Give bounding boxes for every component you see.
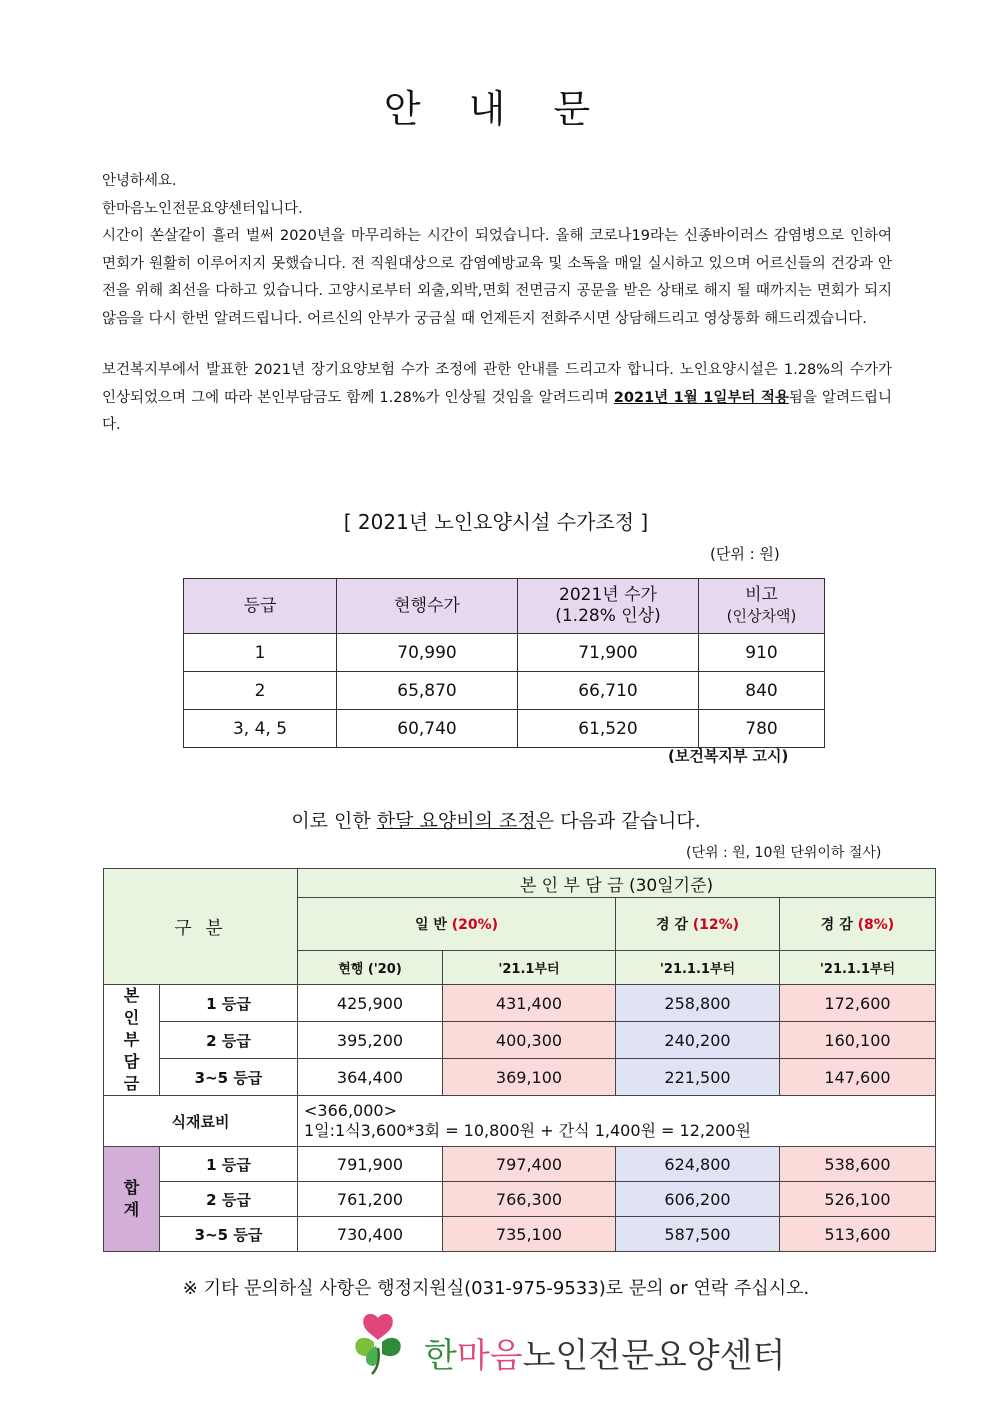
cell: 1 [184, 634, 337, 672]
self-pay-char: 부 [123, 1030, 140, 1049]
col-new-21: '21.1부터 [443, 951, 616, 985]
table1-title: [ 2021년 노인요양시설 수가조정 ] [343, 510, 649, 534]
cell: 60,740 [337, 710, 518, 748]
col-category: 구 분 [104, 869, 298, 985]
cell: 730,400 [298, 1217, 443, 1252]
grade-label: 1 등급 [160, 1147, 298, 1182]
col-reduce-8 [780, 898, 936, 951]
table2-intro-pre: 이로 인한 [291, 810, 377, 832]
cell: 513,600 [780, 1217, 936, 1252]
logo-part2: 마음 [456, 1336, 523, 1376]
cell: 172,600 [780, 985, 936, 1022]
cell: 606,200 [616, 1182, 780, 1217]
cell: 910 [699, 634, 825, 672]
fee-paragraph [102, 357, 892, 440]
logo-part3: 노인전문요양센터 [522, 1336, 786, 1376]
cell: 3, 4, 5 [184, 710, 337, 748]
cell: 587,500 [616, 1217, 780, 1252]
table-header-row [184, 579, 825, 634]
cell: 71,900 [518, 634, 699, 672]
grade-label: 3~5 등급 [160, 1059, 298, 1096]
self-pay-char: 금 [123, 1074, 140, 1093]
cell: 526,100 [780, 1182, 936, 1217]
table2-intro-post: 은 다음과 같습니다. [535, 810, 701, 832]
cell: 780 [699, 710, 825, 748]
cell: 61,520 [518, 710, 699, 748]
col-new-21-reduce12: '21.1.1부터 [616, 951, 780, 985]
effective-date: 2021년 1월 1일부터 적용 [613, 389, 789, 406]
fee-paragraph-end: 됨을 알려드립니다. [102, 389, 892, 433]
logo-part1: 한 [424, 1336, 457, 1376]
col-self-pay: 본 인 부 담 금 (30일기준) [298, 869, 936, 898]
col-new-21-reduce8: '21.1.1부터 [780, 951, 936, 985]
self-pay-char: 인 [123, 1008, 140, 1027]
col-reduce-12-label: 경 감 [655, 917, 688, 933]
table-row [104, 1059, 936, 1096]
table-row [184, 672, 825, 710]
col-note [699, 579, 825, 634]
clover-heart-icon [344, 1310, 414, 1376]
cell: 797,400 [443, 1147, 616, 1182]
meal-total: <366,000> [304, 1101, 397, 1120]
total-label [104, 1147, 160, 1252]
meal-detail [298, 1096, 936, 1147]
total-char: 합 [123, 1178, 140, 1197]
meal-label: 식재료비 [104, 1096, 298, 1147]
col-general-pct: (20%) [451, 917, 499, 933]
monthly-cost-table [103, 868, 936, 1252]
col-current: 현행수가 [337, 579, 518, 634]
cell: 624,800 [616, 1147, 780, 1182]
grade-label: 3~5 등급 [160, 1217, 298, 1252]
cell: 66,710 [518, 672, 699, 710]
cell: 258,800 [616, 985, 780, 1022]
col-general-label: 일 반 [414, 917, 447, 933]
cell: 395,200 [298, 1022, 443, 1059]
fee-paragraph-text: 보건복지부에서 발표한 2021년 장기요양보험 수가 조정에 관한 안내를 드리고자 합니다. 노인요양시설은 1.28%의 수가가 인상되었으며 그에 따라 본인부담금도 함께 1.28%가 인상될 것임을 알려드리며 [102, 362, 892, 406]
col-general [298, 898, 616, 951]
self-pay-char: 담 [123, 1052, 140, 1071]
covid-paragraph: 시간이 쏜살같이 흘러 벌써 2020년을 마무리하는 시간이 되었습니다. 올해 코로나19라는 신종바이러스 감염병으로 인하여 면회가 원활히 이루어지지 못했습니다. 전 직원대상으로 감염예방교육 및 소독을 매일 실시하고 있으며 어르신들의 건강과 안전을 위해 최선을 다하고 있습니다. 고양시로부터 외출,외박,면회 전면금지 공문을 받은 상태로 해지 될 때까지는 면회가 되지 않음을 다시 한번 알려드립니다. 어르신의 안부가 궁금실 때 언제든지 전화주시면 상담해드리고 영상통화 해드리겠습니다. [102, 228, 892, 327]
cell: 735,100 [443, 1217, 616, 1252]
cell: 70,990 [337, 634, 518, 672]
table2-intro [0, 806, 992, 833]
cell: 364,400 [298, 1059, 443, 1096]
col-reduce-8-pct: (8%) [857, 917, 895, 933]
self-pay-label [104, 985, 160, 1096]
cell: 369,100 [443, 1059, 616, 1096]
table2-intro-emph: 한달 요양비의 조정 [376, 810, 536, 832]
col-2021-label: 2021년 수가 [559, 585, 657, 605]
table-row [104, 985, 936, 1022]
table1-unit: (단위 : 원) [710, 545, 780, 563]
meal-formula: 1일:1식3,600*3회 = 10,800원 + 간식 1,400원 = 12,200원 [304, 1121, 751, 1140]
table1-source: (보건복지부 고시) [668, 747, 789, 765]
col-reduce-12 [616, 898, 780, 951]
cell: 431,400 [443, 985, 616, 1022]
cell: 400,300 [443, 1022, 616, 1059]
table-row [104, 1217, 936, 1252]
cell: 766,300 [443, 1182, 616, 1217]
intro-section [102, 168, 892, 440]
col-2021-sub: (1.28% 인상) [555, 606, 661, 626]
grade-label: 2 등급 [160, 1022, 298, 1059]
col-2021 [518, 579, 699, 634]
org-intro: 한마음노인전문요양센터입니다. [102, 200, 303, 217]
table-row [104, 1096, 936, 1147]
table2-unit: (단위 : 원, 10원 단위이하 절사) [686, 845, 882, 861]
cell: 2 [184, 672, 337, 710]
cell: 240,200 [616, 1022, 780, 1059]
col-reduce-12-pct: (12%) [692, 917, 740, 933]
col-grade: 등급 [184, 579, 337, 634]
grade-label: 1 등급 [160, 985, 298, 1022]
cell: 147,600 [780, 1059, 936, 1096]
table-header-row [104, 869, 936, 898]
center-logo [344, 1310, 786, 1376]
cell: 160,100 [780, 1022, 936, 1059]
col-note-sub: (인상차액) [726, 607, 797, 625]
cell: 761,200 [298, 1182, 443, 1217]
document-title: 안 내 문 [383, 87, 609, 131]
cell: 425,900 [298, 985, 443, 1022]
contact-note: ※ 기타 문의하실 사항은 행정지원실(031-975-9533)로 문의 or 연락 주십시오. [182, 1278, 810, 1299]
cell: 65,870 [337, 672, 518, 710]
greeting: 안녕하세요. [102, 173, 177, 189]
cell: 221,500 [616, 1059, 780, 1096]
table-row [104, 1147, 936, 1182]
grade-label: 2 등급 [160, 1182, 298, 1217]
center-name [424, 1328, 785, 1377]
table-row [184, 634, 825, 672]
cell: 840 [699, 672, 825, 710]
cell: 791,900 [298, 1147, 443, 1182]
col-note-label: 비고 [745, 585, 778, 605]
total-char: 계 [123, 1200, 140, 1219]
col-reduce-8-label: 경 감 [820, 917, 853, 933]
self-pay-char: 본 [123, 986, 140, 1005]
cell: 538,600 [780, 1147, 936, 1182]
table-row [104, 1022, 936, 1059]
fee-adjustment-table [183, 578, 825, 748]
table-row [104, 1182, 936, 1217]
col-current-20: 현행 ('20) [298, 951, 443, 985]
table-row [184, 710, 825, 748]
